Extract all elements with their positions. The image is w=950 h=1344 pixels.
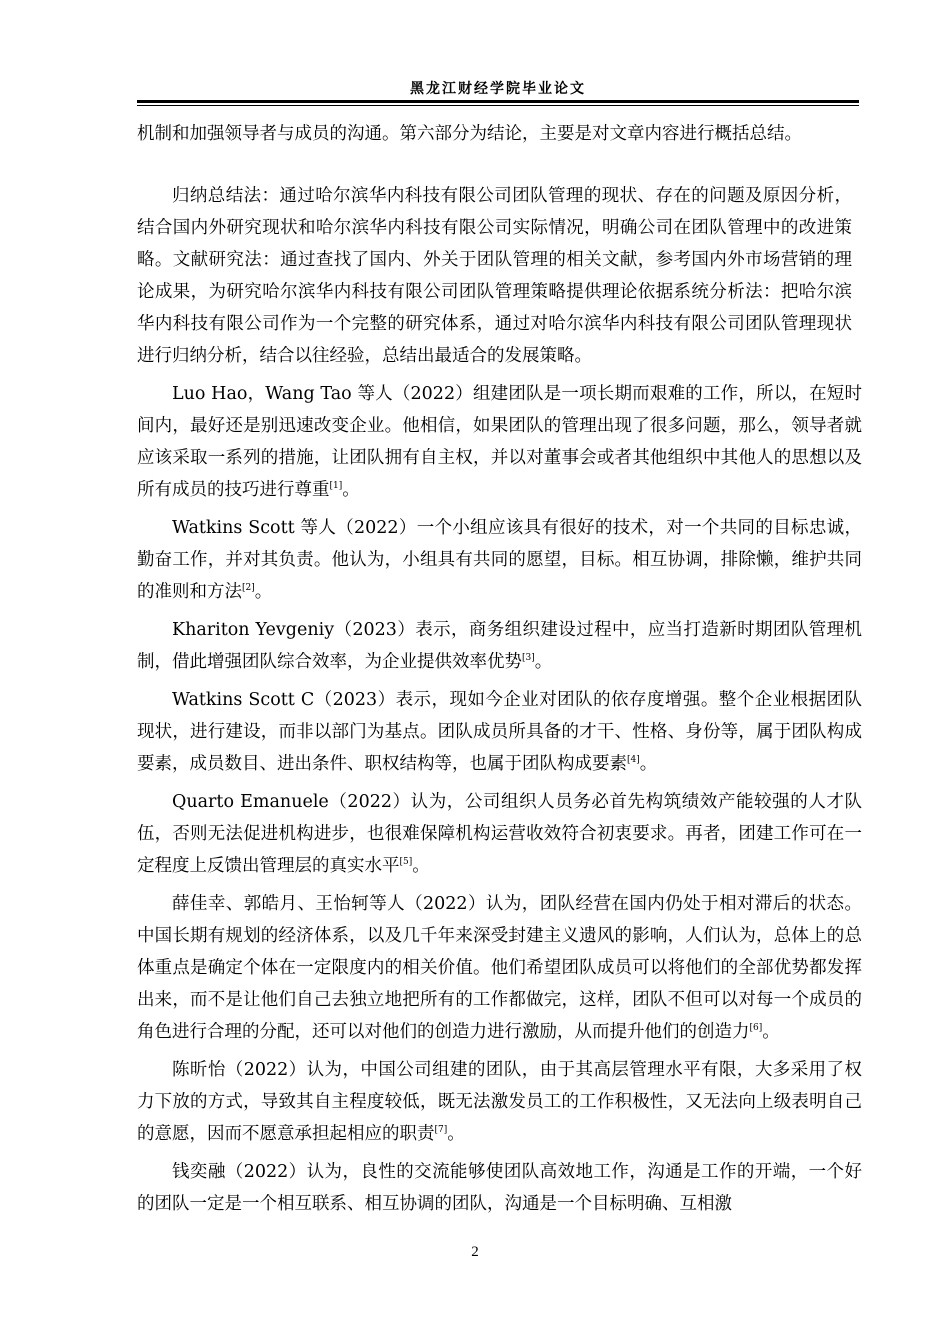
period: 。 (534, 652, 553, 672)
paragraph-watkins-scott (137, 512, 862, 608)
paragraph-chen-xinyi (137, 1054, 862, 1150)
paragraph-continued: 机制和加强领导者与成员的沟通。第六部分为结论，主要是对文章内容进行概括总结。 (137, 124, 802, 144)
period: 。 (447, 1124, 465, 1144)
paragraph-text: Watkins Scott C（2023）表示，现如今企业对团队的依存度增强。整个企业根据团队现状，进行建设，而非以部门为基点。团队成员所具备的才干、性格、身份等，属于团队构成要素，成员数目、进出条件、职权结构等，也属于团队构成要素 (137, 690, 862, 774)
citation-ref: [4] (627, 755, 640, 766)
paragraph-khariton (137, 614, 862, 678)
citation-ref: [6] (749, 1023, 763, 1034)
header-rule-thick (137, 100, 859, 103)
period: 。 (762, 1022, 780, 1042)
paragraph-qian-yirong: 钱奕融（2022）认为，良性的交流能够使团队高效地工作，沟通是工作的开端，一个好的团队一定是一个相互联系、相互协调的团队，沟通是一个目标明确、互相激 (137, 1162, 862, 1214)
header-rule-thin (137, 105, 859, 106)
period: 。 (342, 480, 360, 500)
paragraph-luo-hao (137, 378, 862, 506)
period: 。 (412, 856, 430, 876)
paragraph-xue-jiaxing (137, 888, 862, 1048)
paragraph-gap (137, 150, 862, 180)
citation-ref: [2] (242, 583, 255, 594)
paragraph-text: Quarto Emanuele（2022）认为，公司组织人员务必首先构筑绩效产能较强的人才队伍，否则无法促进机构进步，也很难保障机构运营收效符合初衷要求。再者，团建工作可在一定程度上反馈出管理层的真实水平 (137, 792, 862, 876)
period: 。 (639, 754, 658, 774)
citation-ref: [3] (522, 653, 535, 664)
citation-ref: [7] (434, 1125, 448, 1136)
citation-ref: [5] (399, 857, 413, 868)
paragraph-text: Luo Hao，Wang Tao 等人（2022）组建团队是一项长期而艰难的工作，所以，在短时间内，最好还是别迅速改变企业。他相信，如果团队的管理出现了很多问题，那么，领导者就应该采取一系列的措施，让团队拥有自主权，并以对董事会或者其他组织中其他人的思想以及所有成员的技巧进行尊重 (137, 384, 862, 500)
page-number: 2 (471, 1244, 479, 1260)
citation-ref: [1] (329, 481, 343, 492)
paragraph-watkins-scott-c (137, 684, 862, 780)
paragraph-text: Khariton Yevgeniy（2023）表示，商务组织建设过程中，应当打造新时期团队管理机制，借此增强团队综合效率，为企业提供效率优势 (137, 620, 862, 672)
paragraph-text: Watkins Scott 等人（2022）一个小组应该具有很好的技术，对一个共同的目标忠诚，勤奋工作，并对其负责。他认为，小组具有共同的愿望，目标。相互协调，排除懒，维护共同的准则和方法 (137, 518, 862, 602)
running-header: 黑龙江财经学院毕业论文 (410, 81, 586, 97)
paragraph-quarto (137, 786, 862, 882)
period: 。 (254, 582, 273, 602)
paragraph-text: 薛佳幸、郭皓月、王怡轲等人（2022）认为，团队经营在国内仍处于相对滞后的状态。中国长期有规划的经济体系，以及几千年来深受封建主义遗风的影响，人们认为，总体上的总体重点是确定个体在一定限度内的相关价值。他们希望团队成员可以将他们的全部优势都发挥出来，而不是让他们自己去独立地把所有的工作都做完，这样，团队不但可以对每一个成员的角色进行合理的分配，还可以对他们的创造力进行激励，从而提升他们的创造力 (137, 894, 862, 1042)
body-text (137, 118, 862, 1220)
paragraph-text: 陈昕怡（2022）认为，中国公司组建的团队，由于其高层管理水平有限，大多采用了权力下放的方式，导致其自主程度较低，既无法激发员工的工作积极性，又无法向上级表明自己的意愿，因而不愿意承担起相应的职责 (137, 1060, 862, 1144)
paragraph-methods: 归纳总结法：通过哈尔滨华内科技有限公司团队管理的现状、存在的问题及原因分析，结合国内外研究现状和哈尔滨华内科技有限公司实际情况，明确公司在团队管理中的改进策略。文献研究法：通过查找了国内、外关于团队管理的相关文献，参考国内外市场营销的理论成果，为研究哈尔滨华内科技有限公司团队管理策略提供理论依据系统分析法：把哈尔滨华内科技有限公司作为一个完整的研究体系，通过对哈尔滨华内科技有限公司团队管理现状进行归纳分析，结合以往经验，总结出最适合的发展策略。 (137, 186, 852, 366)
